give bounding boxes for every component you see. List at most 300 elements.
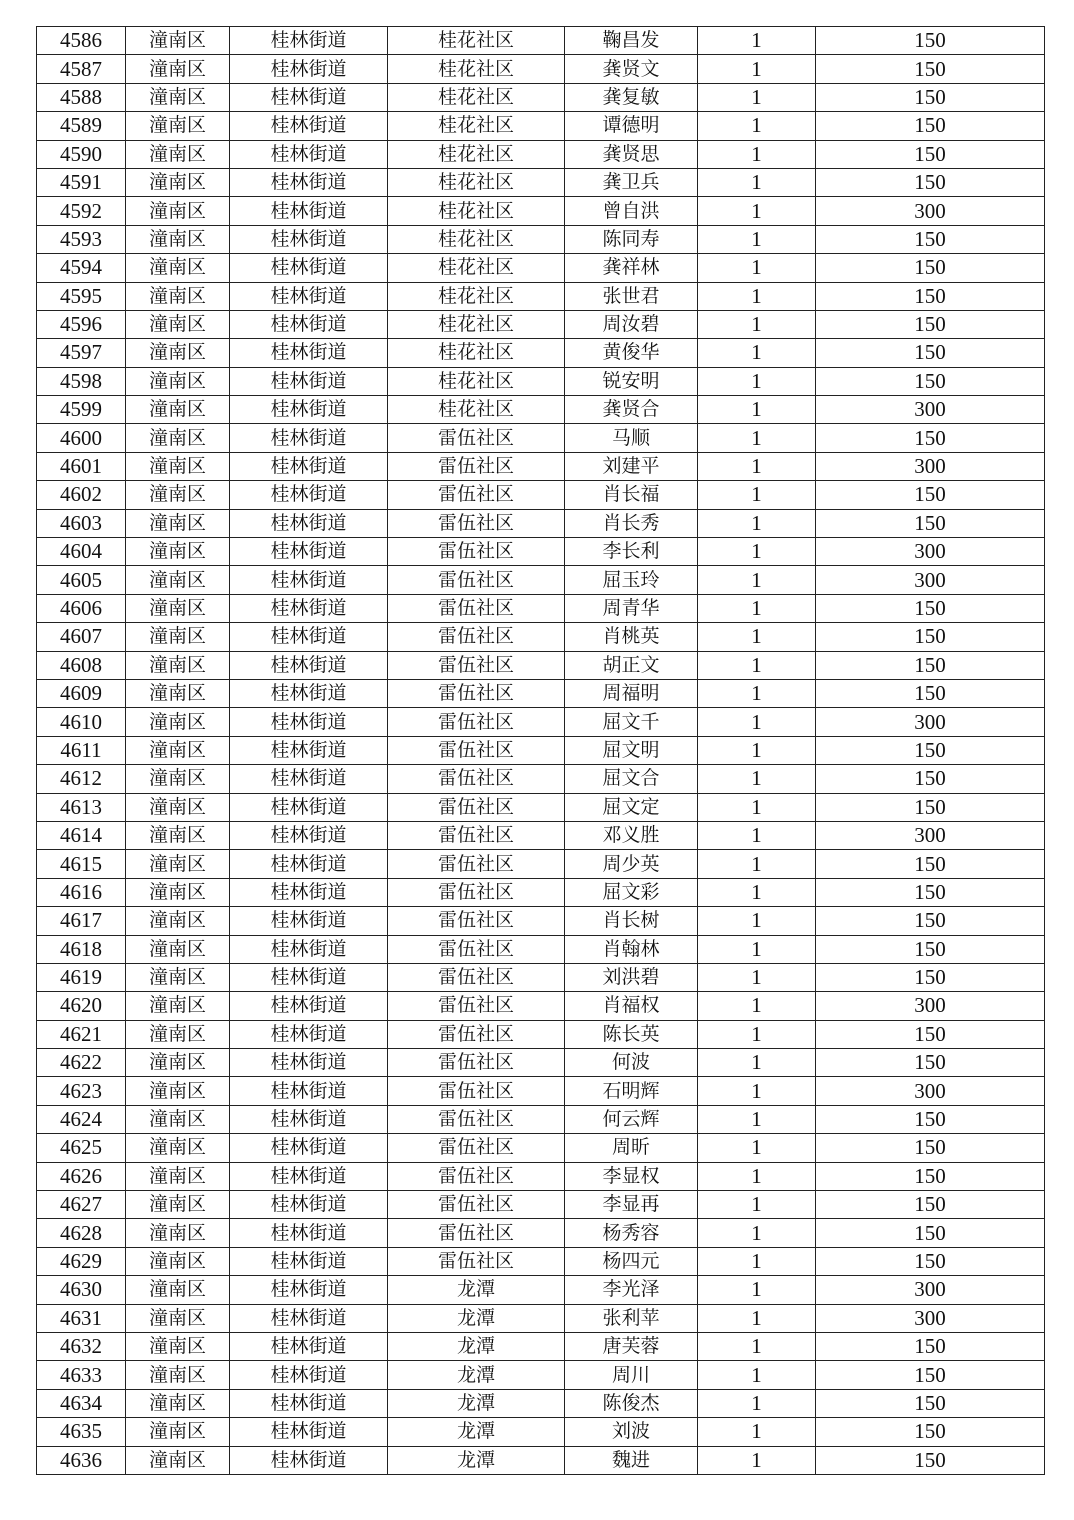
count-cell: 1 [698,509,816,537]
district-cell: 潼南区 [126,850,230,878]
table-row [37,367,1045,395]
count-cell: 1 [698,339,816,367]
street-cell: 桂林街道 [230,651,388,679]
district-cell: 潼南区 [126,168,230,196]
name-cell: 龚贤思 [565,140,698,168]
district-cell: 潼南区 [126,1020,230,1048]
table-row [37,1049,1045,1077]
count-cell: 1 [698,1049,816,1077]
row-number-cell: 4587 [37,55,126,83]
table-row [37,992,1045,1020]
row-number-cell: 4626 [37,1162,126,1190]
community-cell: 桂花社区 [388,339,565,367]
count-cell: 1 [698,1134,816,1162]
community-cell: 雷伍社区 [388,878,565,906]
street-cell: 桂林街道 [230,1105,388,1133]
amount-cell: 150 [816,1162,1045,1190]
district-cell: 潼南区 [126,651,230,679]
street-cell: 桂林街道 [230,168,388,196]
street-cell: 桂林街道 [230,594,388,622]
district-cell: 潼南区 [126,509,230,537]
row-number-cell: 4627 [37,1191,126,1219]
row-number-cell: 4623 [37,1077,126,1105]
district-cell: 潼南区 [126,1247,230,1275]
row-number-cell: 4603 [37,509,126,537]
row-number-cell: 4614 [37,821,126,849]
row-number-cell: 4632 [37,1332,126,1360]
community-cell: 龙潭 [388,1332,565,1360]
name-cell: 张利苹 [565,1304,698,1332]
table-row [37,396,1045,424]
row-number-cell: 4596 [37,310,126,338]
community-cell: 雷伍社区 [388,424,565,452]
amount-cell: 150 [816,168,1045,196]
district-cell: 潼南区 [126,765,230,793]
district-cell: 潼南区 [126,793,230,821]
name-cell: 邓义胜 [565,821,698,849]
row-number-cell: 4631 [37,1304,126,1332]
row-number-cell: 4635 [37,1418,126,1446]
row-number-cell: 4609 [37,679,126,707]
street-cell: 桂林街道 [230,963,388,991]
street-cell: 桂林街道 [230,878,388,906]
data-table [36,26,1045,1475]
row-number-cell: 4591 [37,168,126,196]
name-cell: 唐芙蓉 [565,1332,698,1360]
district-cell: 潼南区 [126,566,230,594]
count-cell: 1 [698,396,816,424]
table-row [37,27,1045,55]
amount-cell: 150 [816,1191,1045,1219]
community-cell: 雷伍社区 [388,538,565,566]
count-cell: 1 [698,850,816,878]
community-cell: 雷伍社区 [388,1077,565,1105]
table-row [37,963,1045,991]
table-row [37,1219,1045,1247]
name-cell: 李长利 [565,538,698,566]
count-cell: 1 [698,1332,816,1360]
table-row [37,140,1045,168]
name-cell: 周汝碧 [565,310,698,338]
count-cell: 1 [698,140,816,168]
table-row [37,623,1045,651]
count-cell: 1 [698,1020,816,1048]
amount-cell: 150 [816,254,1045,282]
district-cell: 潼南区 [126,1361,230,1389]
count-cell: 1 [698,55,816,83]
table-row [37,1247,1045,1275]
count-cell: 1 [698,1077,816,1105]
district-cell: 潼南区 [126,878,230,906]
community-cell: 雷伍社区 [388,1219,565,1247]
amount-cell: 150 [816,623,1045,651]
row-number-cell: 4622 [37,1049,126,1077]
count-cell: 1 [698,1191,816,1219]
street-cell: 桂林街道 [230,538,388,566]
community-cell: 雷伍社区 [388,1162,565,1190]
community-cell: 桂花社区 [388,396,565,424]
district-cell: 潼南区 [126,992,230,1020]
name-cell: 锐安明 [565,367,698,395]
table-row [37,1162,1045,1190]
amount-cell: 150 [816,1105,1045,1133]
amount-cell: 150 [816,1446,1045,1474]
street-cell: 桂林街道 [230,1389,388,1417]
street-cell: 桂林街道 [230,1191,388,1219]
amount-cell: 300 [816,396,1045,424]
table-row [37,850,1045,878]
row-number-cell: 4625 [37,1134,126,1162]
row-number-cell: 4634 [37,1389,126,1417]
table-row [37,538,1045,566]
count-cell: 1 [698,197,816,225]
community-cell: 桂花社区 [388,140,565,168]
name-cell: 肖福权 [565,992,698,1020]
community-cell: 龙潭 [388,1361,565,1389]
table-row [37,1304,1045,1332]
street-cell: 桂林街道 [230,310,388,338]
district-cell: 潼南区 [126,1049,230,1077]
street-cell: 桂林街道 [230,821,388,849]
name-cell: 魏进 [565,1446,698,1474]
name-cell: 屈文定 [565,793,698,821]
amount-cell: 150 [816,55,1045,83]
count-cell: 1 [698,1105,816,1133]
street-cell: 桂林街道 [230,1247,388,1275]
row-number-cell: 4607 [37,623,126,651]
table-row [37,481,1045,509]
table-row [37,168,1045,196]
table-row [37,225,1045,253]
amount-cell: 150 [816,1219,1045,1247]
community-cell: 雷伍社区 [388,623,565,651]
row-number-cell: 4590 [37,140,126,168]
row-number-cell: 4598 [37,367,126,395]
district-cell: 潼南区 [126,736,230,764]
name-cell: 周川 [565,1361,698,1389]
table-row [37,821,1045,849]
count-cell: 1 [698,566,816,594]
street-cell: 桂林街道 [230,424,388,452]
table-row [37,907,1045,935]
community-cell: 雷伍社区 [388,935,565,963]
district-cell: 潼南区 [126,1191,230,1219]
community-cell: 桂花社区 [388,55,565,83]
amount-cell: 150 [816,651,1045,679]
district-cell: 潼南区 [126,310,230,338]
row-number-cell: 4620 [37,992,126,1020]
district-cell: 潼南区 [126,197,230,225]
street-cell: 桂林街道 [230,509,388,537]
district-cell: 潼南区 [126,1162,230,1190]
row-number-cell: 4630 [37,1276,126,1304]
street-cell: 桂林街道 [230,1332,388,1360]
table-row [37,1446,1045,1474]
name-cell: 马顺 [565,424,698,452]
count-cell: 1 [698,538,816,566]
count-cell: 1 [698,821,816,849]
community-cell: 雷伍社区 [388,481,565,509]
count-cell: 1 [698,793,816,821]
street-cell: 桂林街道 [230,254,388,282]
name-cell: 周昕 [565,1134,698,1162]
table-row [37,793,1045,821]
street-cell: 桂林街道 [230,481,388,509]
street-cell: 桂林街道 [230,112,388,140]
count-cell: 1 [698,1247,816,1275]
community-cell: 龙潭 [388,1446,565,1474]
community-cell: 雷伍社区 [388,452,565,480]
district-cell: 潼南区 [126,27,230,55]
community-cell: 桂花社区 [388,112,565,140]
count-cell: 1 [698,83,816,111]
count-cell: 1 [698,1418,816,1446]
count-cell: 1 [698,112,816,140]
name-cell: 李显权 [565,1162,698,1190]
district-cell: 潼南区 [126,83,230,111]
count-cell: 1 [698,310,816,338]
count-cell: 1 [698,594,816,622]
name-cell: 杨四元 [565,1247,698,1275]
name-cell: 陈俊杰 [565,1389,698,1417]
amount-cell: 300 [816,1304,1045,1332]
table-row [37,424,1045,452]
row-number-cell: 4615 [37,850,126,878]
street-cell: 桂林街道 [230,1049,388,1077]
table-row [37,1276,1045,1304]
count-cell: 1 [698,935,816,963]
row-number-cell: 4597 [37,339,126,367]
amount-cell: 150 [816,736,1045,764]
community-cell: 龙潭 [388,1389,565,1417]
row-number-cell: 4617 [37,907,126,935]
name-cell: 龚祥林 [565,254,698,282]
table-row [37,339,1045,367]
district-cell: 潼南区 [126,452,230,480]
table-row [37,708,1045,736]
street-cell: 桂林街道 [230,992,388,1020]
row-number-cell: 4586 [37,27,126,55]
name-cell: 周少英 [565,850,698,878]
community-cell: 龙潭 [388,1418,565,1446]
table-row [37,197,1045,225]
street-cell: 桂林街道 [230,396,388,424]
street-cell: 桂林街道 [230,1304,388,1332]
district-cell: 潼南区 [126,481,230,509]
count-cell: 1 [698,907,816,935]
row-number-cell: 4592 [37,197,126,225]
name-cell: 屈文千 [565,708,698,736]
table-row [37,1020,1045,1048]
district-cell: 潼南区 [126,821,230,849]
community-cell: 雷伍社区 [388,1247,565,1275]
community-cell: 雷伍社区 [388,1134,565,1162]
name-cell: 何波 [565,1049,698,1077]
amount-cell: 150 [816,140,1045,168]
row-number-cell: 4595 [37,282,126,310]
street-cell: 桂林街道 [230,225,388,253]
amount-cell: 150 [816,1332,1045,1360]
count-cell: 1 [698,27,816,55]
row-number-cell: 4602 [37,481,126,509]
amount-cell: 300 [816,197,1045,225]
row-number-cell: 4606 [37,594,126,622]
row-number-cell: 4601 [37,452,126,480]
row-number-cell: 4605 [37,566,126,594]
count-cell: 1 [698,1219,816,1247]
count-cell: 1 [698,254,816,282]
street-cell: 桂林街道 [230,55,388,83]
count-cell: 1 [698,623,816,651]
amount-cell: 150 [816,765,1045,793]
name-cell: 刘波 [565,1418,698,1446]
street-cell: 桂林街道 [230,708,388,736]
count-cell: 1 [698,1162,816,1190]
table-row [37,112,1045,140]
community-cell: 桂花社区 [388,197,565,225]
amount-cell: 150 [816,509,1045,537]
table-row [37,878,1045,906]
name-cell: 李显再 [565,1191,698,1219]
street-cell: 桂林街道 [230,27,388,55]
district-cell: 潼南区 [126,339,230,367]
count-cell: 1 [698,481,816,509]
name-cell: 屈文合 [565,765,698,793]
district-cell: 潼南区 [126,1134,230,1162]
community-cell: 雷伍社区 [388,736,565,764]
district-cell: 潼南区 [126,55,230,83]
table-row [37,1332,1045,1360]
count-cell: 1 [698,168,816,196]
table-row [37,310,1045,338]
amount-cell: 150 [816,1134,1045,1162]
community-cell: 雷伍社区 [388,594,565,622]
table-row [37,1361,1045,1389]
community-cell: 桂花社区 [388,310,565,338]
name-cell: 石明辉 [565,1077,698,1105]
count-cell: 1 [698,452,816,480]
count-cell: 1 [698,736,816,764]
table-row [37,594,1045,622]
amount-cell: 300 [816,1077,1045,1105]
name-cell: 肖长树 [565,907,698,935]
street-cell: 桂林街道 [230,1134,388,1162]
street-cell: 桂林街道 [230,907,388,935]
row-number-cell: 4624 [37,1105,126,1133]
count-cell: 1 [698,1361,816,1389]
community-cell: 雷伍社区 [388,651,565,679]
name-cell: 屈文明 [565,736,698,764]
amount-cell: 150 [816,282,1045,310]
count-cell: 1 [698,878,816,906]
amount-cell: 150 [816,1020,1045,1048]
count-cell: 1 [698,1276,816,1304]
name-cell: 屈文彩 [565,878,698,906]
community-cell: 桂花社区 [388,225,565,253]
amount-cell: 150 [816,1049,1045,1077]
amount-cell: 150 [816,935,1045,963]
count-cell: 1 [698,708,816,736]
name-cell: 肖翰林 [565,935,698,963]
name-cell: 周青华 [565,594,698,622]
community-cell: 龙潭 [388,1304,565,1332]
street-cell: 桂林街道 [230,140,388,168]
street-cell: 桂林街道 [230,566,388,594]
street-cell: 桂林街道 [230,935,388,963]
amount-cell: 150 [816,1361,1045,1389]
community-cell: 桂花社区 [388,254,565,282]
table-row [37,765,1045,793]
name-cell: 黄俊华 [565,339,698,367]
street-cell: 桂林街道 [230,1020,388,1048]
name-cell: 谭德明 [565,112,698,140]
district-cell: 潼南区 [126,1219,230,1247]
amount-cell: 150 [816,850,1045,878]
row-number-cell: 4600 [37,424,126,452]
street-cell: 桂林街道 [230,339,388,367]
district-cell: 潼南区 [126,1446,230,1474]
district-cell: 潼南区 [126,679,230,707]
district-cell: 潼南区 [126,594,230,622]
amount-cell: 150 [816,112,1045,140]
row-number-cell: 4599 [37,396,126,424]
community-cell: 桂花社区 [388,282,565,310]
table-row [37,1134,1045,1162]
row-number-cell: 4619 [37,963,126,991]
table-row [37,736,1045,764]
row-number-cell: 4610 [37,708,126,736]
name-cell: 何云辉 [565,1105,698,1133]
street-cell: 桂林街道 [230,850,388,878]
table-row [37,282,1045,310]
row-number-cell: 4593 [37,225,126,253]
community-cell: 雷伍社区 [388,963,565,991]
community-cell: 雷伍社区 [388,566,565,594]
count-cell: 1 [698,651,816,679]
name-cell: 肖长福 [565,481,698,509]
street-cell: 桂林街道 [230,1446,388,1474]
row-number-cell: 4636 [37,1446,126,1474]
name-cell: 曾自洪 [565,197,698,225]
name-cell: 龚卫兵 [565,168,698,196]
community-cell: 桂花社区 [388,367,565,395]
name-cell: 龚复敏 [565,83,698,111]
street-cell: 桂林街道 [230,679,388,707]
name-cell: 屈玉玲 [565,566,698,594]
row-number-cell: 4611 [37,736,126,764]
table-row [37,1077,1045,1105]
row-number-cell: 4594 [37,254,126,282]
amount-cell: 150 [816,1247,1045,1275]
district-cell: 潼南区 [126,1332,230,1360]
table-body [37,27,1045,1475]
amount-cell: 150 [816,225,1045,253]
name-cell: 鞠昌发 [565,27,698,55]
table-row [37,83,1045,111]
community-cell: 雷伍社区 [388,765,565,793]
amount-cell: 150 [816,83,1045,111]
district-cell: 潼南区 [126,140,230,168]
community-cell: 雷伍社区 [388,1020,565,1048]
name-cell: 陈同寿 [565,225,698,253]
amount-cell: 150 [816,339,1045,367]
district-cell: 潼南区 [126,963,230,991]
street-cell: 桂林街道 [230,1276,388,1304]
district-cell: 潼南区 [126,1077,230,1105]
row-number-cell: 4608 [37,651,126,679]
community-cell: 雷伍社区 [388,1049,565,1077]
street-cell: 桂林街道 [230,1361,388,1389]
